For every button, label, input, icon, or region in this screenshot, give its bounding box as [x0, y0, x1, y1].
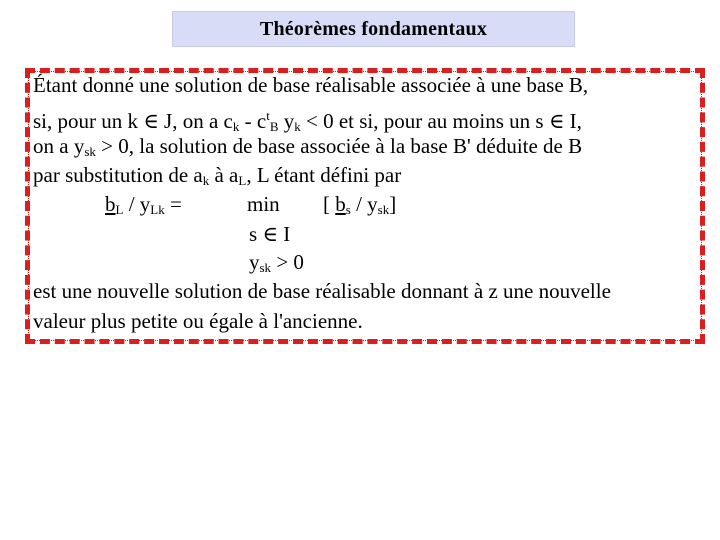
theorem-line-9 — [33, 307, 363, 335]
formula-rhs — [323, 190, 396, 224]
text: à a — [209, 163, 239, 187]
text: b — [105, 192, 116, 216]
title-text: Théorèmes fondamentaux — [259, 17, 488, 40]
text: Étant donné une solution de base réalisable associée à une base B, — [33, 73, 589, 97]
text: par substitution de a — [33, 163, 203, 187]
subscript: Lk — [150, 202, 165, 217]
text: > 0, la solution de base associée à la base B' déduite de B — [95, 134, 583, 158]
formula-min — [247, 190, 280, 218]
text: - c — [239, 109, 267, 133]
subscript: k — [232, 119, 240, 134]
subscript: L — [115, 202, 124, 217]
subscript: s — [345, 202, 351, 217]
text: ] — [389, 192, 397, 216]
text: on a y — [33, 134, 85, 158]
text: , L étant défini par — [246, 163, 402, 187]
text: / y — [350, 192, 378, 216]
superscript: t — [266, 108, 270, 123]
text: y — [249, 250, 260, 274]
formula-condition-1 — [249, 220, 290, 248]
text: > 0 — [271, 250, 304, 274]
theorem-line-8 — [33, 277, 611, 305]
page-title — [172, 11, 575, 47]
text: < 0 et si, pour au moins un s ∈ I, — [300, 109, 582, 133]
subscript: sk — [377, 202, 390, 217]
subscript: sk — [84, 144, 96, 159]
text: / y — [123, 192, 151, 216]
text: [ — [323, 192, 336, 216]
text: valeur plus petite ou égale à l'ancienne. — [33, 309, 363, 333]
formula-lhs — [105, 190, 182, 224]
text: min — [247, 192, 280, 216]
text: s ∈ I — [249, 222, 291, 246]
text: = — [164, 192, 182, 216]
subscript: k — [294, 119, 301, 134]
text: est une nouvelle solution de base réalisable donnant à z une nouvelle — [33, 279, 611, 303]
subscript: B — [269, 119, 279, 134]
text: si, pour un k ∈ J, on a c — [33, 109, 233, 133]
subscript: k — [202, 173, 210, 188]
theorem-line-1 — [33, 71, 588, 99]
subscript: sk — [259, 260, 272, 275]
text: b — [335, 192, 346, 216]
text: y — [278, 109, 295, 133]
subscript: L — [238, 173, 247, 188]
